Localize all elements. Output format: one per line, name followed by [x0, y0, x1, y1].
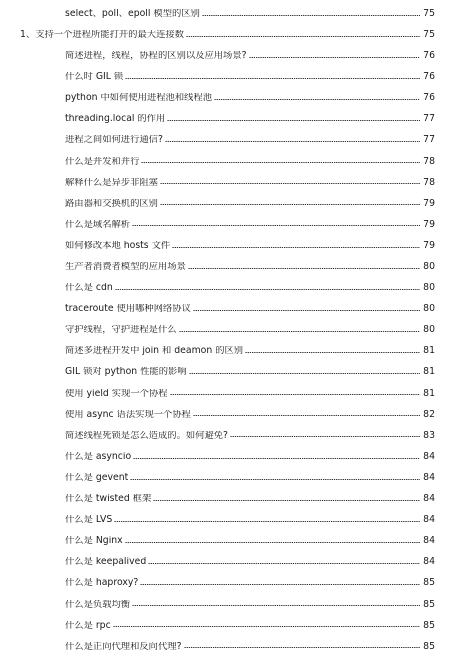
dot-leader	[114, 521, 420, 522]
dot-leader	[165, 141, 420, 142]
toc-entry[interactable]	[0, 3, 460, 24]
toc-entry[interactable]	[0, 193, 460, 214]
dot-leader	[249, 57, 420, 58]
toc-entry-title: 守护线程，守护进程是什么	[65, 325, 177, 335]
dot-leader	[184, 647, 421, 648]
dot-leader	[113, 626, 420, 627]
toc-entry[interactable]	[0, 87, 460, 108]
dot-leader	[179, 331, 420, 332]
toc-entry-page: 77	[423, 113, 435, 125]
dot-leader	[132, 605, 420, 606]
dot-leader	[170, 394, 420, 395]
toc-entry-title: 什么是 keepalived	[65, 557, 147, 567]
toc-entry[interactable]	[0, 45, 460, 66]
dot-leader	[140, 584, 420, 585]
toc-entry-page: 83	[423, 429, 435, 441]
toc-entry[interactable]	[0, 362, 460, 383]
toc-entry-title: select、poll、epoll 模型的区别	[65, 8, 200, 19]
toc-entry[interactable]	[0, 594, 460, 615]
toc-entry-title: 什么是正向代理和反向代理?	[65, 641, 182, 651]
toc-entry-title: 生产者消费者模型的应用场景	[65, 262, 186, 272]
toc-entry[interactable]	[0, 615, 460, 636]
toc-entry-title: 进程之间如何进行通信?	[65, 135, 163, 145]
toc-entry-page: 80	[423, 303, 435, 315]
toc-entry-page: 84	[423, 556, 435, 568]
dot-leader	[130, 479, 420, 480]
toc-entry[interactable]	[0, 298, 460, 319]
toc-entry-page: 84	[423, 471, 435, 483]
dot-leader	[125, 78, 420, 79]
table-of-contents	[0, 3, 460, 657]
dot-leader	[160, 183, 420, 184]
toc-entry-page: 84	[423, 535, 435, 547]
toc-entry-title: 什么是 gevent	[65, 472, 129, 483]
dot-leader	[214, 99, 420, 100]
toc-entry[interactable]	[0, 24, 460, 45]
toc-entry-page: 79	[423, 197, 435, 209]
dot-leader	[172, 247, 420, 248]
toc-entry[interactable]	[0, 636, 460, 657]
toc-entry[interactable]	[0, 130, 460, 151]
toc-entry-page: 75	[423, 28, 435, 40]
dot-leader	[132, 225, 420, 226]
toc-entry[interactable]	[0, 404, 460, 425]
toc-entry-title: threading.local 的作用	[65, 114, 166, 124]
toc-entry[interactable]	[0, 425, 460, 446]
dot-leader	[153, 500, 420, 501]
toc-entry-page: 84	[423, 514, 435, 526]
dot-leader	[148, 563, 420, 564]
dot-leader	[202, 15, 420, 16]
toc-entry[interactable]	[0, 467, 460, 488]
toc-entry[interactable]	[0, 151, 460, 172]
toc-entry-title: 什么是 asyncio	[65, 451, 132, 462]
toc-entry[interactable]	[0, 509, 460, 530]
toc-entry-page: 82	[423, 408, 435, 420]
toc-entry-page: 76	[423, 92, 435, 104]
toc-entry-title: 什么是 haproxy?	[65, 578, 139, 588]
dot-leader	[193, 310, 420, 311]
dot-leader	[230, 436, 420, 437]
toc-entry-page: 81	[423, 366, 435, 378]
toc-entry-page: 81	[423, 387, 435, 399]
toc-entry[interactable]	[0, 235, 460, 256]
toc-entry[interactable]	[0, 488, 460, 509]
toc-entry-title: 解释什么是异步非阻塞	[65, 177, 158, 187]
dot-leader	[141, 162, 420, 163]
toc-entry-title: 什么是域名解析	[65, 219, 131, 230]
toc-entry-title: 什么是 LVS	[65, 515, 113, 525]
dot-leader	[167, 120, 420, 121]
toc-entry-title: 什么是 twisted 框架	[65, 494, 152, 504]
toc-entry-page: 81	[423, 345, 435, 357]
toc-entry-page: 85	[423, 598, 435, 610]
toc-entry-title: 1、支持一个进程所能打开的最大连接数	[20, 29, 184, 40]
toc-entry-page: 78	[423, 176, 435, 188]
toc-entry-title: 什么是负载均衡	[65, 599, 131, 609]
toc-entry-page: 79	[423, 218, 435, 230]
toc-entry-page: 76	[423, 71, 435, 83]
toc-entry-title: 什么是 rpc	[65, 620, 111, 630]
toc-entry[interactable]	[0, 551, 460, 572]
toc-entry-title: 什么是 Nginx	[65, 536, 123, 546]
toc-entry-page: 85	[423, 577, 435, 589]
toc-entry-page: 80	[423, 324, 435, 336]
toc-entry-title: 使用 yield 实现一个协程	[65, 388, 168, 398]
toc-entry-title: 简述进程，线程，协程的区别以及应用场景?	[65, 51, 247, 61]
toc-entry[interactable]	[0, 383, 460, 404]
dot-leader	[188, 268, 420, 269]
toc-entry-page: 85	[423, 619, 435, 631]
toc-entry[interactable]	[0, 214, 460, 235]
toc-entry-page: 78	[423, 155, 435, 167]
toc-entry[interactable]	[0, 66, 460, 87]
toc-entry-title: 什么是并发和并行	[65, 156, 140, 166]
toc-entry-page: 80	[423, 261, 435, 273]
toc-entry-title: python 中如何使用进程池和线程池	[65, 93, 213, 103]
toc-entry-title: 什么是 cdn	[65, 283, 113, 293]
toc-entry-title: 简述多进程开发中 join 和 deamon 的区别	[65, 346, 244, 356]
toc-entry[interactable]	[0, 446, 460, 467]
toc-entry-page: 77	[423, 134, 435, 146]
dot-leader	[133, 458, 420, 459]
toc-entry-title: 简述线程死锁是怎么造成的。如何避免?	[65, 430, 228, 441]
dot-leader	[115, 289, 420, 290]
toc-entry[interactable]	[0, 277, 460, 298]
toc-entry[interactable]	[0, 319, 460, 340]
dot-leader	[245, 352, 420, 353]
toc-entry-page: 84	[423, 493, 435, 505]
toc-entry[interactable]	[0, 172, 460, 193]
toc-entry[interactable]	[0, 108, 460, 129]
dot-leader	[160, 204, 420, 205]
toc-entry-page: 76	[423, 50, 435, 62]
toc-entry[interactable]	[0, 530, 460, 551]
toc-entry-page: 75	[423, 7, 435, 19]
toc-entry-title: GIL 锁对 python 性能的影响	[65, 367, 187, 377]
toc-entry-page: 85	[423, 640, 435, 652]
toc-entry[interactable]	[0, 573, 460, 594]
dot-leader	[125, 542, 420, 543]
dot-leader	[186, 36, 420, 37]
dot-leader	[193, 415, 420, 416]
toc-entry-title: 什么时 GIL 锁	[65, 72, 124, 82]
toc-entry-page: 84	[423, 450, 435, 462]
toc-entry-page: 79	[423, 239, 435, 251]
dot-leader	[189, 373, 420, 374]
toc-entry-title: traceroute 使用哪种网络协议	[65, 304, 191, 314]
toc-entry-title: 使用 async 语法实现一个协程	[65, 409, 191, 419]
toc-entry-title: 如何修改本地 hosts 文件	[65, 240, 171, 251]
toc-entry-title: 路由器和交换机的区别	[65, 198, 158, 209]
toc-entry[interactable]	[0, 341, 460, 362]
toc-entry-page: 80	[423, 282, 435, 294]
toc-entry[interactable]	[0, 256, 460, 277]
